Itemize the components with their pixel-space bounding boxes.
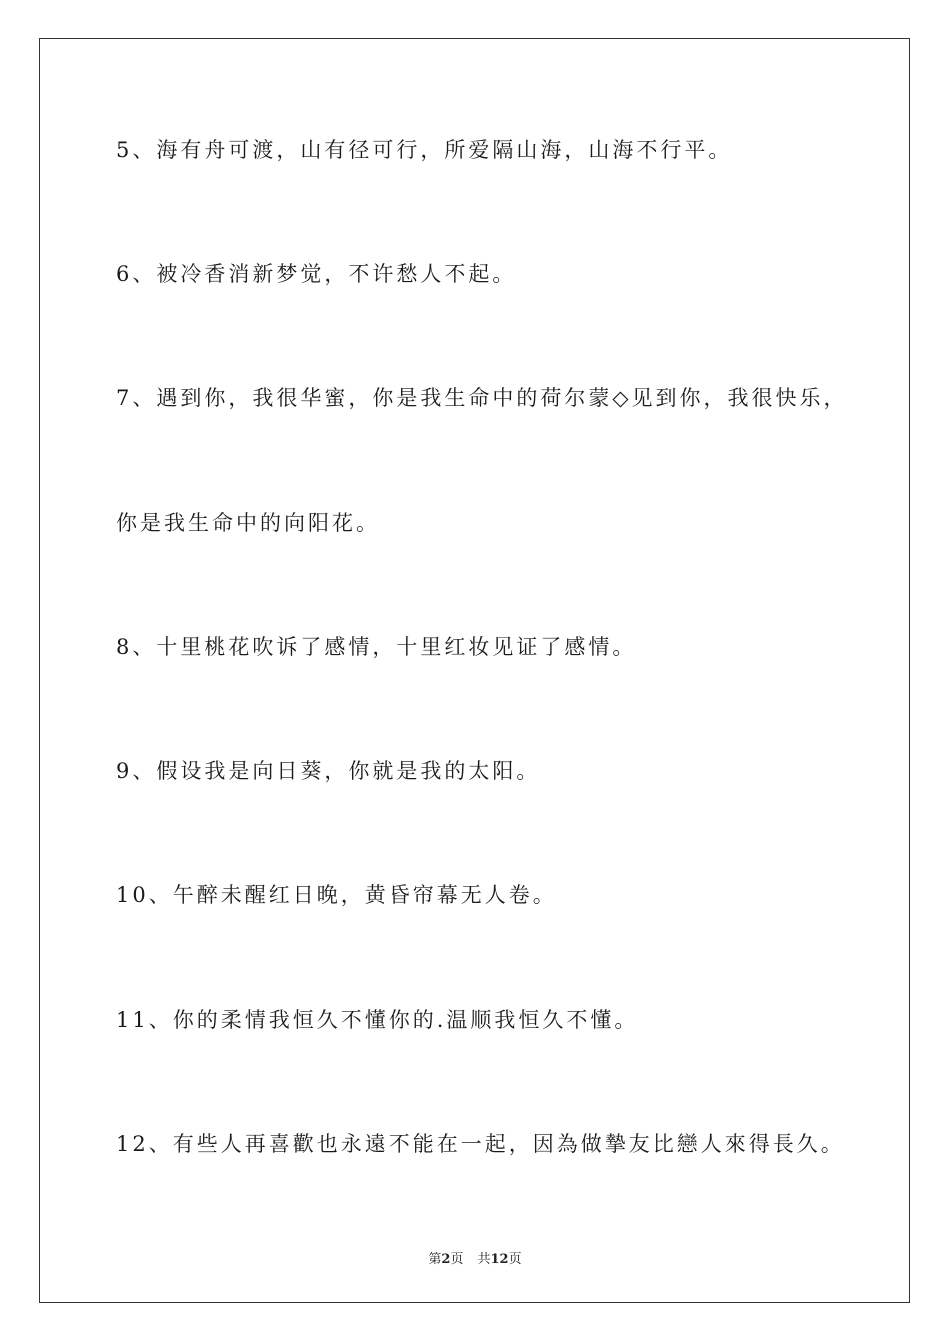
text-line-10: 10、午醉未醒红日晚，黄昏帘幕无人卷。 — [116, 883, 557, 907]
page-number: 2 — [441, 1252, 451, 1267]
total-suffix: 页 — [508, 1252, 522, 1267]
text-line-11: 11、你的柔情我恒久不懂你的.温顺我恒久不懂。 — [116, 1008, 639, 1032]
total-pages: 12 — [490, 1252, 509, 1267]
text-line-6: 6、被冷香消新梦觉，不许愁人不起。 — [116, 262, 517, 286]
text-line-8: 8、十里桃花吹诉了感情，十里红妆见证了感情。 — [116, 635, 637, 659]
text-line-7-continued: 你是我生命中的向阳花。 — [116, 511, 380, 535]
text-line-12: 12、有些人再喜歡也永遠不能在一起，因為做摯友比戀人來得長久。 — [116, 1132, 845, 1156]
text-line-7: 7、遇到你，我很华蜜，你是我生命中的荷尔蒙◇见到你，我很快乐， — [116, 386, 848, 410]
page-footer — [0, 1248, 950, 1267]
text-line-9: 9、假设我是向日葵，你就是我的太阳。 — [116, 759, 541, 783]
page-border — [39, 38, 910, 1303]
total-prefix: 共 — [477, 1252, 491, 1267]
page-suffix: 页 — [450, 1252, 464, 1267]
text-line-5: 5、海有舟可渡，山有径可行，所爱隔山海，山海不行平。 — [116, 138, 733, 162]
page-prefix: 第 — [428, 1252, 442, 1267]
